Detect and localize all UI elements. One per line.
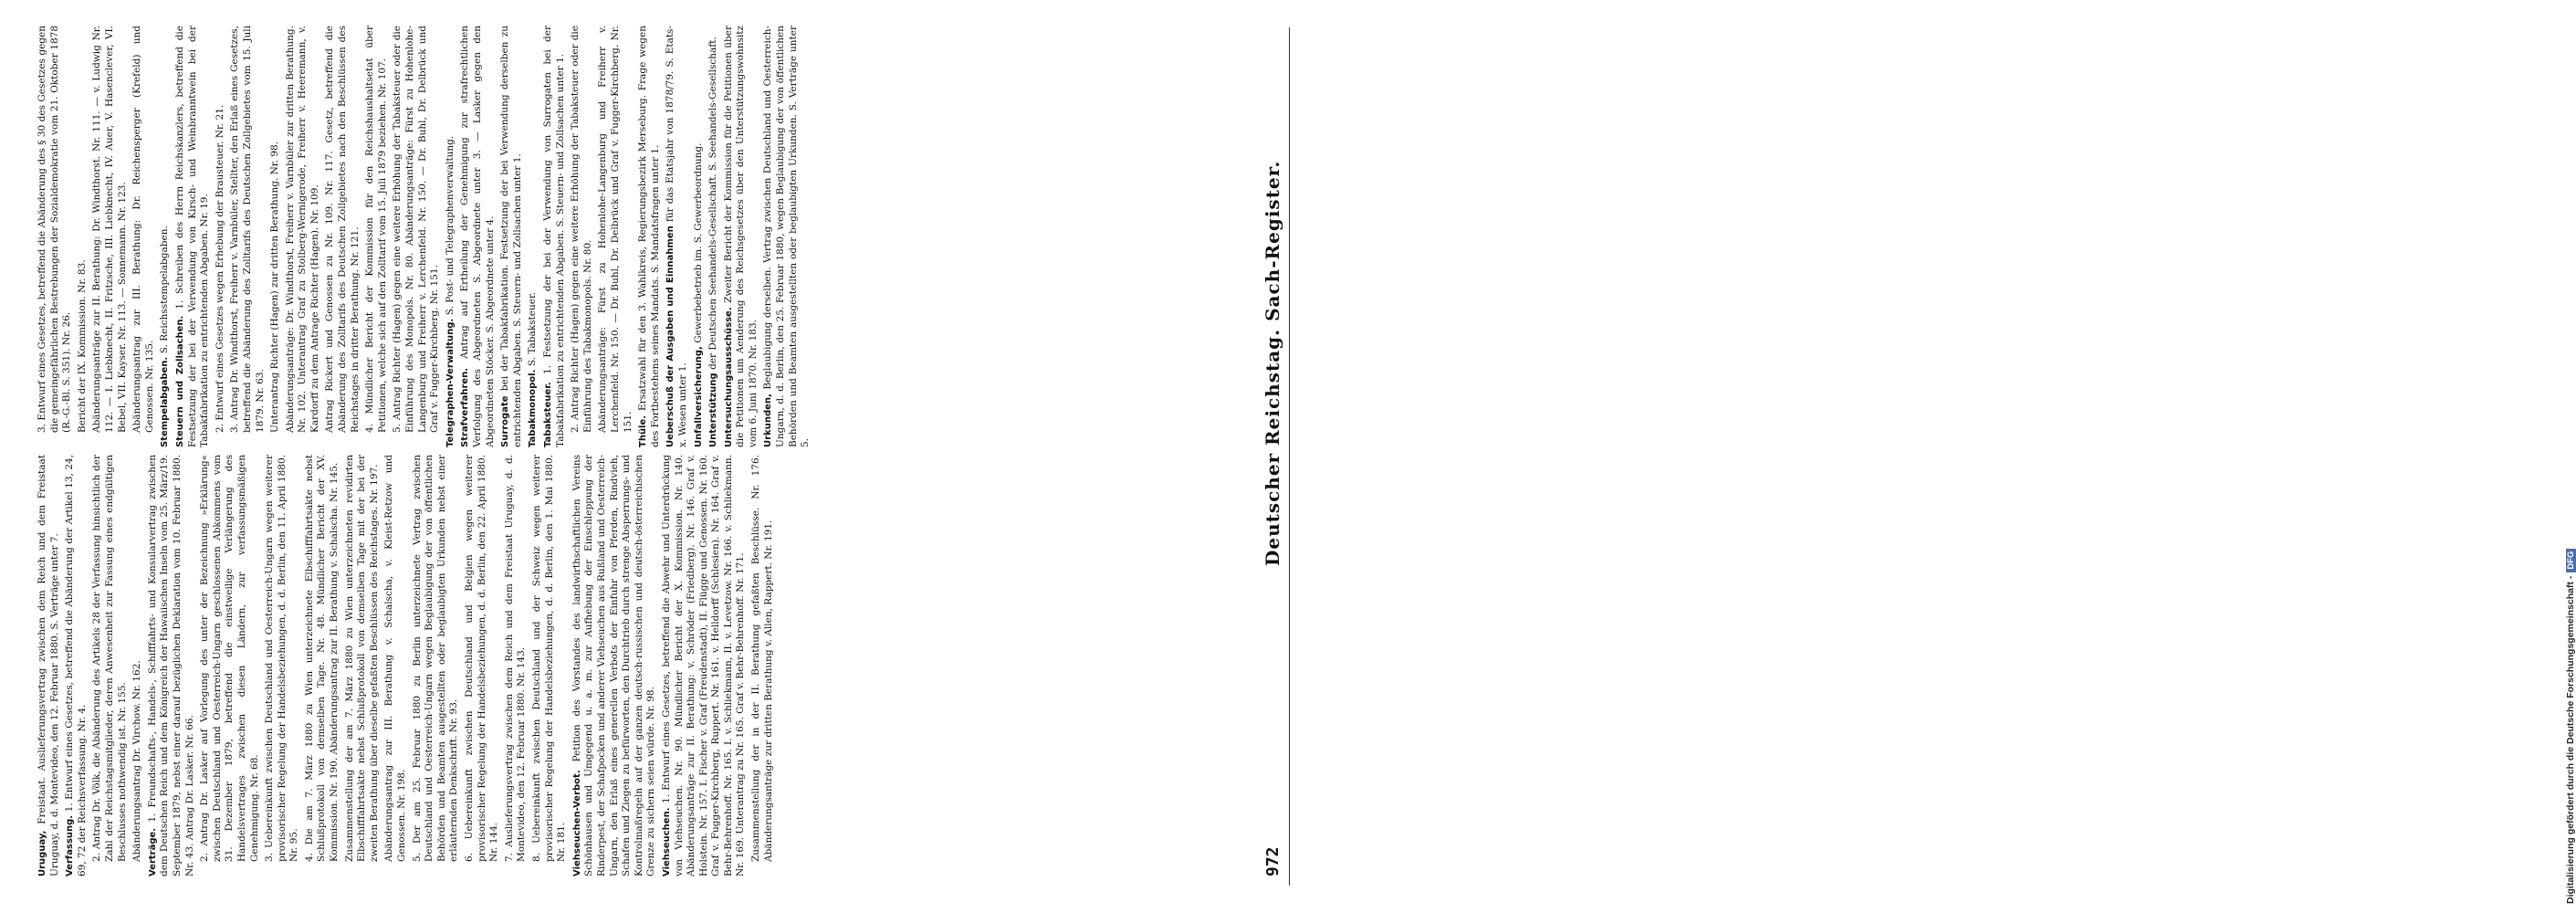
entry-heading: Unfallversicherung, [693,342,704,447]
register-entry [527,26,539,447]
register-entry [571,455,658,876]
register-entry [499,26,524,447]
entry-heading: Unterstützung [708,369,719,447]
entry-text: Antrag Rickert und Genossen zu Nr. 109. Nr. 117. Gesetz, betreffend die Abänderung des Zolltarifs des Deutschen Zollgebietes nach den Beschlüssen des Reichstages in dritter Berathung. Nr. 121. [324,26,361,433]
entry-heading: Thüle. [638,410,649,447]
entry-text: S. Post- und Telegraphenverwaltung. [444,135,456,316]
digitization-credit-stripe [1276,0,2576,913]
register-entry [762,26,812,447]
entry-heading: Verträge. [147,822,158,876]
entry-text: 5. Antrag Richter (Hagen) gegen eine weitere Erhöhung der Tabaksteuer oder die Einführung des Monopols. Nr. 80. Abänderungsanträge: Fürst zu Hohenlohe-Langenburg und Freiherr v. Lerchenfeld. Nr. 150. — Dr. Buhl, Dr. Delbrück und Graf v. Fugger-Kirchberg. Nr. 151. [392,26,441,433]
entry-text: Ersatzwahl für den 3. Wahlkreis, Regierungsbezirk Merseburg. Frage wegen des Fortbestehens seines Mandats. S. Mandatsfragen unter 1. [637,26,661,447]
credit-text: Digitalisierung gefördert durch die Deutsche Forschungsgemeinschaft - [2565,575,2576,904]
register-entry [707,26,720,447]
entry-heading: Urkunden, [763,389,774,447]
register-entry [37,455,61,876]
register-entry [131,26,156,447]
entry-text: 7. Auslieferungsvertrag zwischen dem Reich und dem Freistaat Uruguay, d. d. Montevideo, den 12. Februar 1880. Nr. 143. [503,455,528,862]
entry-text: 1. Freundschafts-, Handels-, Schifffahrts- und Konsularvertrag zwischen dem Deutschen Reich und dem Königreich der Hawaiischen Inseln vom 25. März/19. September 1879, nebst einer darauf bezüglichen Deklaration vom 10. Februar 1880. Nr. 43. Antrag Dr. Lasker. Nr. 66. [146,455,195,876]
register-entry [637,26,662,447]
entry-heading: Surrogate [500,391,511,447]
register-entry [412,455,461,876]
entry-text: 2. Antrag Richter (Hagen) gegen eine weitere Erhöhung der Tabaksteuer oder die Einführung des Tabakmonopols. Nr. 80. [570,26,593,433]
entry-text: 6. Uebereinkunft zwischen Deutschland und Belgien wegen weiterer provisorischer Regelung der Handelsbeziehungen, d. d. Berlin, den 22. April 1880. Nr. 144. [464,455,500,862]
entry-heading: Tabaksteuer. [542,373,553,447]
digitization-credit [2565,9,2576,904]
entry-text: S. Tabaksteuer. [527,291,539,367]
entry-text: Petition des Vorstandes des landwirthschaftlichen Vereins Schönhausen und Umgegend u. a. m. zur Aufhebung der Einschleppung der Rinderpest, der Schafpocken und anderer Viehseuchen aus Rußland und Oesterreich-Ungarn, den Erlaß eines generellen Verbots der Einfuhr von Pferden, Rindvieh, Schafen und Ziegen zu befürworten, den Durchtrieb durch strenge Absperrungs- und Kontrolmaßregeln auf der ganzen deutsch-russischen und deutsch-österreichischen Grenze zu sichern seien würde. Nr. 98. [571,455,657,876]
entry-text: 5. Der am 25. Februar 1880 zu Berlin unterzeichnete Vertrag zwischen Deutschland und Oesterreich-Ungarn wegen Beglaubigung der von öffentlichen Behörden und Beamten ausgestellten oder beglaubigten Urkunden nebst einer erläuternden Denkschrift. Nr. 93. [411,455,460,862]
entry-heading: Steuern und Zollsachen. [174,309,185,447]
entry-text: der Deutschen Seehandels-Gesellschaft. S. Seehandels-Gesellschaft. [707,37,719,370]
entry-text: 1. Schreiben des Herrn Reichskanzlers, betreffend die Festsetzung der bei der Verwendung von Kirsch- und Weinbranntwein bei der Tabakfabrikation zu entrichtenden Abgaben. Nr. 19. [173,25,211,447]
register-entry [570,26,594,447]
register-entry [459,26,497,447]
entry-text: 2. Antrag Dr. Lasker auf Vorlegung des unter der Bezeichnung »Erklärung« zwischen Deutschland und Oesterreich-Ungarn geschlossenen Abkommens vom 31. Dezember 1879, betreffend die einstweilige Verlängerung des Handelsvertrages zwischen diesen Ländern, zur verfassungsmäßigen Genehmigung. Nr. 68. [199,455,260,862]
entry-text: Zweiter Bericht der Kommission für die Petitionen über die Petitionen um Aenderung des Reichsgesetzes über den Unterstützungswohnsitz vom 6. Juni 1870. Nr. 183. [722,26,759,447]
entry-heading: Ueberschuß der Ausgaben und Einnahmen [665,222,676,447]
entry-heading: Uruguay, [37,824,47,876]
entry-heading: Verfassung. [65,812,76,876]
entry-text: Freistaat. Auslieferungsvertrag zwischen dem Reich und dem Freistaat Uruguay, d. d. Montevideo, den 12. Februar 1880. S. Verträge unter 7. [37,455,60,876]
register-entry [750,455,775,876]
entry-text: Unterantrag Richter (Hagen) zur dritten Berathung. Nr. 98. [269,141,281,433]
dfg-logo: DFG [2566,549,2576,572]
entry-heading: Untersuchungsausschüsse. [723,302,734,447]
register-entry [531,455,569,876]
entry-text: S. Reichsstempelabgaben. [159,226,171,354]
entry-text: 2. Antrag Dr. Völk, die Abänderung des Artikels 28 der Verfassung hinsichtlich der Zahl der Reichstagsmitglieder, deren Anwesenheit zur Fassung eines endgültigen Beschlusses nothwendig ist. Nr. 155. [91,455,128,862]
register-entry [542,26,567,447]
register-entry [215,26,227,447]
page-number: 972 [1263,846,1283,876]
entry-text: Abänderungsantrag zur III. Berathung: Dr. Reichensperger (Krefeld) und Genossen. Nr. 135. [131,26,155,433]
register-entry [199,455,261,876]
entry-text: 1. Entwurf eines Gesetzes, betreffend die Abänderung der Artikel 13, 24, 69, 72 der Reichsverfassung. Nr. 4. [64,455,88,876]
entry-heading: Viehseuchen-Verbot. [571,761,582,876]
register-entry [661,455,748,876]
running-title: Deutscher Reichstag. Sach-Register. [1262,160,1283,566]
register-entry [77,26,89,447]
register-entry [304,455,341,876]
entry-text: für das Etatsjahr von 1878/79. S. Etats-x. Wesen unter 1. [665,26,688,447]
entry-text: 2. Entwurf eines Gesetzes wegen Erhebung der Brausteuer. Nr. 21. [214,104,225,433]
entry-text: Abänderungsantrag zur III. Berathung v. Schalscha, v. Kleist-Retzow und Genossen. Nr. 198. [383,455,408,862]
entry-heading: Strafverfahren. [460,358,471,447]
register-entry [37,26,74,447]
register-entry [344,455,382,876]
entry-text: 8. Uebereinkunft zwischen Deutschland und der Schweiz wegen weiterer provisorischer Regelung der Handelsbeziehungen, d. d. Berlin, den 1. Mai 1880. Nr. 181. [530,455,568,862]
entry-text: 1. Entwurf eines Gesetzes, betreffend die Abwehr und Unterdrückung von Viehseuchen. Nr. 90. Mündlicher Bericht der X. Kommission. Nr. 140. Abänderungsanträge zur II. Berathung: v. Schröder (Friedberg). Nr. 146. Graf v. Holstein. Nr. 157. I. Fischer v. Graf (Freudenstadt), II. Flügge und Genossen. Nr. 160. Graf v. Fugger-Kirchberg, Ruppert. Nr. 161. v. Helldorff (Schlesien). Nr. 164. Graf v. Behr-Behrenhoff. Nr. 165. I. v. Schliekmann, II. v. Levetzow. Nr. 166. v. Schliekmann. Nr. 169. Unterantrag zu Nr. 165. Graf v. Behr-Behrenhoff. Nr. 171. [660,455,747,876]
register-entry [597,26,634,447]
entry-text: Zusammenstellung der am 7. März 1880 zu Wien unterzeichneten revidirten Elbschifffahrtsakte nebst Schlußprotokoll von demselben Tage mit der bei der zweiten Berathung über dieselbe gefaßten Beschlüssen des Reichstages. Nr. 197. [343,455,380,862]
entry-text: Abänderungsanträge: Dr. Windthorst, Freiherr v. Varnbüler zur dritten Berathung. Nr. 102. Unterantrag Graf zu Stolberg-Wernigerode, Freiherr v. Heeremann, v. Kardorff zu dem Antrage Richter (Hagen). Nr. 109. [284,26,320,433]
register-entry [229,26,267,447]
register-entry [392,26,441,447]
register-entry [91,26,129,447]
entry-text: 4. Mündlicher Bericht der Kommission für den Reichshaushaltsetat über Petitionen, welche sich auf den Zolltarif vom 15. Juli 1879 beziehen. Nr. 107. [364,26,388,433]
entry-text: Abänderungsanträge zur II. Berathung: Dr. Windthorst. Nr. 111. — v. Ludwig Nr. 112. — I. Liebknecht, II. Fritzsche, III. Liebknecht, IV. Auer, V. Hasenclever, VI. Bebel, VII. Kayser. Nr. 113. — Sonnemann. Nr. 123. [91,26,128,433]
register-entry [464,455,501,876]
register-entry [147,455,196,876]
entry-text: bei der Tabakfabrikation. Festsetzung der bei Verwendung derselben zu entrichtenden Abgaben. S. Steuern- und Zollsachen unter 1. [499,26,523,447]
register-entry [383,455,408,876]
register-entry [174,26,212,447]
register-entry [159,26,172,447]
register-entry [665,26,689,447]
register-entry [285,26,322,447]
entry-heading: Stempelabgaben. [160,353,171,447]
entry-text: Zusammenstellung der in der II. Berathung gefaßten Beschlüsse. Nr. 176. Abänderungsanträge zur dritten Berathung v. Allen, Rappert. Nr. 191. [750,455,774,862]
entry-text: 4. Die am 7. März 1880 zu Wien unterzeichnete Elbschifffahrtsakte nebst Schlußprotokoll von demselben Tage. Nr. 48. Mündlicher Bericht der XV. Kommission. Nr. 190. Abänderungsantrag zur II. Berathung v. Schalscha. Nr. 145. [303,455,340,862]
register-entry [131,455,144,876]
entry-text: Abänderungsanträge: Fürst zu Hohenlohe-Langenburg und Freiherr v. Lerchenfeld. Nr. 150. — Dr. Buhl, Dr. Delbrück und Graf v. Fugger-Kirchberg. Nr. 151. [597,26,634,433]
register-entry [723,26,760,447]
register-entry [64,455,89,876]
entry-text: Abänderungsantrag Dr. Virchow. Nr. 162. [131,660,143,862]
entry-heading: Viehseuchen. [661,803,672,876]
entry-text: 1. Festsetzung der bei der Verwendung von Surrogaten bei der Tabakfabrikation zu entrichtenden Abgaben. S. Steuern- und Zollsachen unter 1. [541,26,566,447]
entry-text: Bericht der IX. Kommission. Nr. 83. [76,259,88,433]
register-entry [91,455,129,876]
entry-text: Antrag auf Ertheilung der Genehmigung zur strafrechtlichen Verfolgung des Abgeordneten S. Abgeordnete unter 3. — Lasker gegen den Abgeordneten Stöcker. S. Abgeordnete unter 4. [459,26,496,447]
entry-text: Beglaubigung derselben. Vertrag zwischen Deutschland und Oesterreich-Ungarn, d. d. Berlin, den 25. Februar 1880, wegen Beglaubigung der von öffentlichen Behörden und Beamten ausgestellten oder beglaubigten Urkunden. S. Verträge unter 5. [762,25,812,447]
entry-text: 3. Antrag Dr. Windthorst, Freiherr v. Varnbüler, Stellter, den Erlaß eines Gesetzes, betreffend die Abänderung des Zolltarifs des Deutschen Zollgebietes vom 15. Juli 1879. Nr. 63. [229,26,266,433]
register-entry [269,26,282,447]
right-column [37,455,1251,876]
entry-text: Gewerbebetrieb im. S. Gewerbeordnung. [692,142,704,343]
register-entry [264,455,301,876]
entry-heading: Tabakmonopol. [528,366,539,447]
entry-text: 3. Entwurf eines Gesetzes, betreffend die Abänderung des § 30 des Gesetzes gegen die gemeingefährlichen Bestrebungen der Sozialdemokratie vom 21. Oktober 1878 (R.-G.-Bl. S. 351). Nr. 26. [37,26,73,433]
register-entry [504,455,529,876]
entry-text: 3. Uebereinkunft zwischen Deutschland und Oesterreich-Ungarn wegen weiterer provisorischer Regelung der Handelsbeziehungen, d. d. Berlin, den 11. April 1880. Nr. 95. [264,455,300,862]
register-entry [693,26,706,447]
entry-heading: Telegraphen-Verwaltung. [445,315,456,447]
register-entry [324,26,361,447]
register-entry [445,26,457,447]
register-entry [364,26,389,447]
left-column [37,26,1251,447]
